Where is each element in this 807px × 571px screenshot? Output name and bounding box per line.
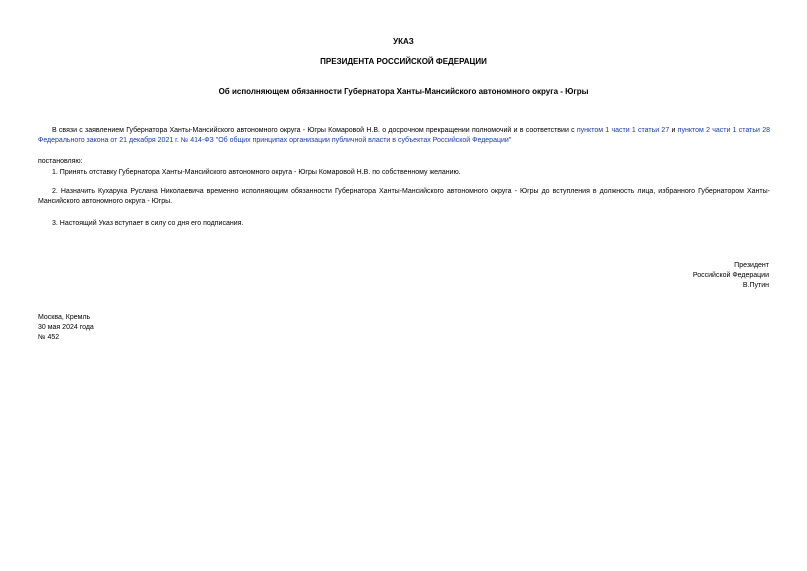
decree-item-2: 2. Назначить Кухарука Руслана Николаевича временно исполняющим обязанности Губернатора Ханты-Мансийского автономного округа - Югры до вступления в должность лица, избранного Губернатором Ханты-Мансийского автономного округа - Югры. [38,188,770,205]
preamble-paragraph [38,126,770,146]
decree-item-3: 3. Настоящий Указ вступает в силу со дня его подписания. [52,220,244,227]
law-reference-link-2[interactable]: пунктом 2 части 1 статьи 28 Федерального закона от 21 декабря 2021 г. № 414-ФЗ "Об общих принципах организации публичной власти в субъектах Российской Федерации" [38,127,770,144]
signing-place: Москва, Кремль [38,314,91,321]
signature-name: В.Путин [742,282,769,289]
decree-word: постановляю: [38,158,83,165]
preamble-text-start: В связи с заявлением Губернатора Ханты-Мансийского автономного округа - Югры Комаровой Н.В. о досрочном прекращении полномочий и в соответствии с [52,127,577,134]
document-title: Об исполняющем обязанности Губернатора Ханты-Мансийского автономного округа - Югры [218,87,589,96]
document-type-heading: УКАЗ [393,37,414,46]
preamble-text-mid: и [669,127,678,134]
signing-date: 30 мая 2024 года [38,324,94,331]
signature-office: Российской Федерации [692,272,769,279]
decree-item-1: 1. Принять отставку Губернатора Ханты-Мансийского автономного округа - Югры Комаровой Н.В. по собственному желанию. [52,169,461,176]
signature-title: Президент [734,262,769,269]
issuer-heading: ПРЕЗИДЕНТА РОССИЙСКОЙ ФЕДЕРАЦИИ [320,57,487,66]
law-reference-link-1[interactable]: пунктом 1 части 1 статьи 27 [576,127,670,134]
document-number: № 452 [38,334,60,341]
